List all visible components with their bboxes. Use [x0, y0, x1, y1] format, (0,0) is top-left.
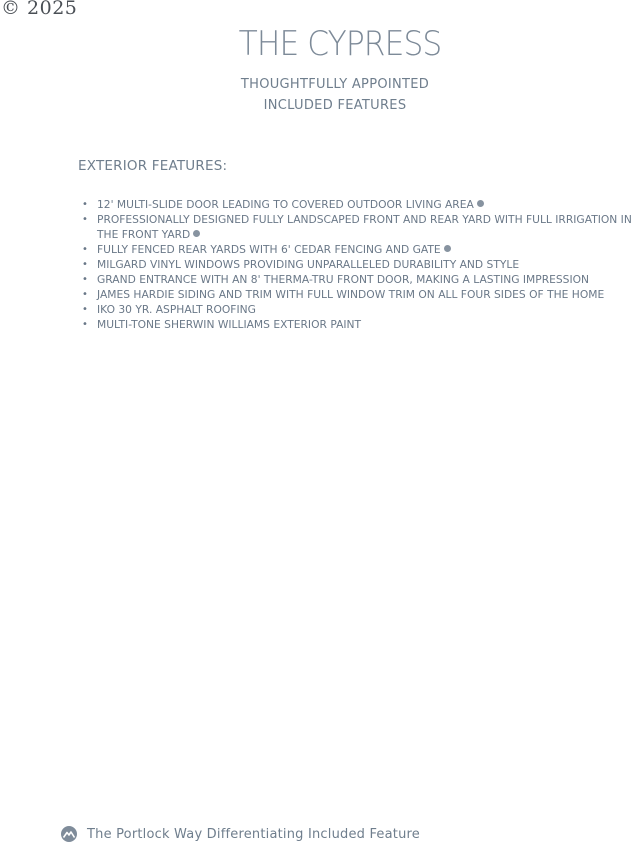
feature-item: [81, 212, 640, 242]
feature-text: PROFESSIONALLY DESIGNED FULLY LANDSCAPED FRONT AND REAR YARD WITH FULL IRRIGATION IN THE FRONT YARD: [97, 213, 632, 241]
portlock-mark-icon: [477, 200, 484, 207]
bullet-icon: •: [82, 274, 88, 285]
feature-text: 12' MULTI-SLIDE DOOR LEADING TO COVERED OUTDOOR LIVING AREA: [97, 198, 474, 211]
feature-text: JAMES HARDIE SIDING AND TRIM WITH FULL WINDOW TRIM ON ALL FOUR SIDES OF THE HOME: [97, 288, 605, 301]
bullet-icon: •: [82, 319, 88, 330]
feature-text: MILGARD VINYL WINDOWS PROVIDING UNPARALLELED DURABILITY AND STYLE: [97, 258, 520, 271]
feature-text: IKO 30 YR. ASPHALT ROOFING: [97, 303, 256, 316]
feature-item: [81, 287, 640, 302]
copyright-notice: © 2025: [1, 0, 78, 19]
footer-text: The Portlock Way Differentiating Included Feature: [87, 826, 420, 842]
bullet-icon: •: [82, 199, 88, 210]
bullet-icon: •: [82, 289, 88, 300]
mountain-logo-icon: [61, 826, 77, 842]
section-heading: EXTERIOR FEATURES:: [78, 158, 228, 174]
feature-item: [81, 272, 640, 287]
feature-text: FULLY FENCED REAR YARDS WITH 6' CEDAR FENCING AND GATE: [97, 243, 441, 256]
portlock-mark-icon: [193, 230, 200, 237]
feature-list: [81, 197, 640, 332]
feature-item: [81, 197, 640, 212]
footer: [61, 826, 420, 842]
feature-item: [81, 302, 640, 317]
bullet-icon: •: [82, 259, 88, 270]
bullet-icon: •: [82, 304, 88, 315]
portlock-mark-icon: [444, 245, 451, 252]
feature-text: MULTI-TONE SHERWIN WILLIAMS EXTERIOR PAINT: [97, 318, 362, 331]
feature-item: [81, 317, 640, 332]
bullet-icon: •: [82, 214, 88, 225]
feature-text: GRAND ENTRANCE WITH AN 8' THERMA-TRU FRONT DOOR, MAKING A LASTING IMPRESSION: [97, 273, 590, 286]
feature-item: [81, 242, 640, 257]
bullet-icon: •: [82, 244, 88, 255]
page-title: THE CYPRESS: [238, 24, 442, 64]
feature-item: [81, 257, 640, 272]
subtitle-line-2: INCLUDED FEATURES: [263, 98, 407, 113]
subtitle-line-1: THOUGHTFULLY APPOINTED: [240, 77, 430, 92]
